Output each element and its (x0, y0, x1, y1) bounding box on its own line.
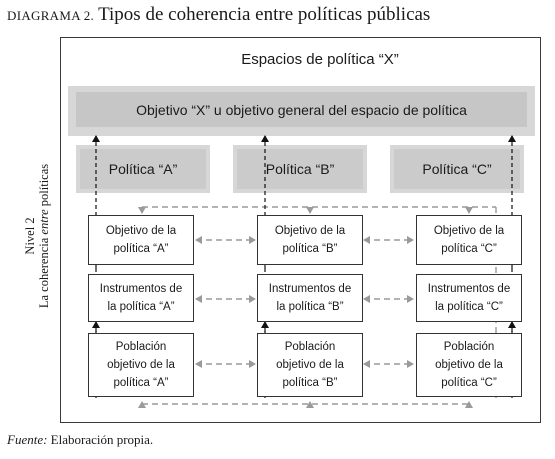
coherence-between-label: La coherencia entre políticas (37, 163, 51, 309)
objective-box-b: Objetivo de la política “B” (257, 215, 363, 265)
diagram-title-text: Tipos de coherencia entre políticas públicas (98, 4, 431, 25)
level-2-label: Nivel 2 (23, 217, 37, 255)
population-box-b: Población objetivo de la política “B” (257, 333, 363, 397)
population-box-c: Población objetivo de la política “C” (416, 333, 522, 397)
instruments-box-b: Instrumentos de la política “B” (257, 274, 363, 322)
source-text: Elaboración propia. (47, 432, 154, 447)
source-note (7, 432, 153, 448)
objective-box-c: Objetivo de la política “C” (416, 215, 522, 265)
instruments-box-a: Instrumentos de la política “A” (88, 274, 194, 322)
source-label: Fuente: (7, 432, 48, 447)
policy-space-label: Espacios de política “X” (241, 51, 399, 68)
objective-box-a: Objetivo de la política “A” (88, 215, 194, 265)
population-box-a: Población objetivo de la política “A” (88, 333, 194, 397)
policy-c-label: Política “C” (422, 161, 492, 177)
policy-b-label: Política “B” (265, 161, 335, 177)
policy-a-label: Política “A” (108, 161, 178, 177)
diagram-caption: DIAGRAMA 2. (7, 8, 95, 23)
general-objective-label: Objetivo “X” u objetivo general del espacio de política (136, 101, 467, 118)
instruments-box-c: Instrumentos de la política “C” (416, 274, 522, 322)
